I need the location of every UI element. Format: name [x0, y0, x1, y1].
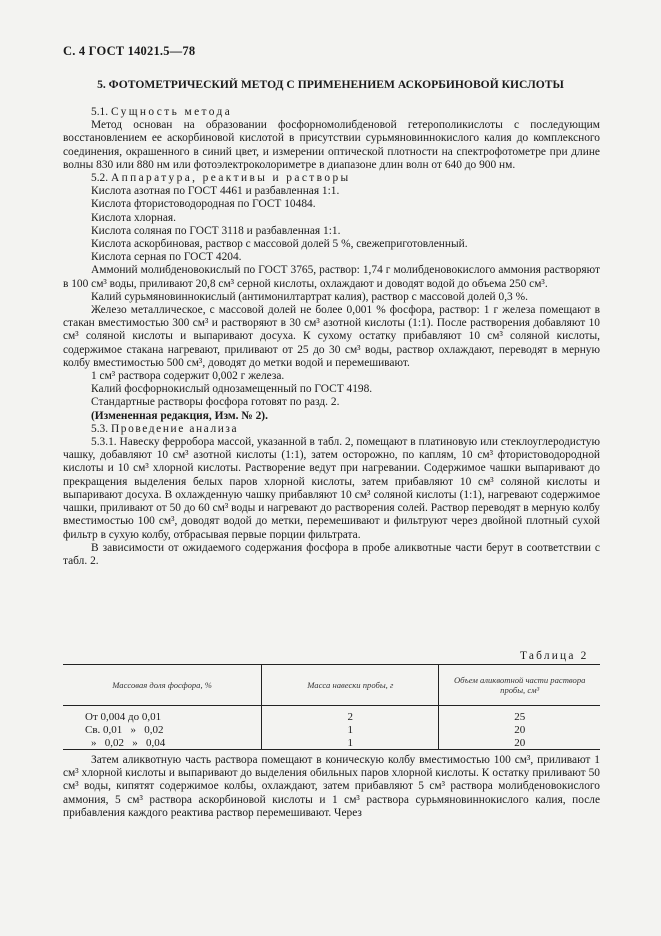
- reagent-item: Кислота азотная по ГОСТ 4461 и разбавленная 1:1.: [91, 185, 340, 198]
- paragraph-ammonium: Аммоний молибденовокислый по ГОСТ 3765, раствор: 1,74 г молибденовокислого аммония растворяют в 100 см³ воды, приливают 20,8 см³ серной кислоты, охлаждают и доводят водой до объема 250 см³.: [63, 264, 600, 290]
- subsection-5-3-heading: 5.3. Проведение анализа: [91, 422, 239, 435]
- paragraph-phosphate: Калий фосфорнокислый однозамещенный по ГОСТ 4198.: [91, 383, 373, 396]
- cell-mass: 1: [262, 723, 439, 736]
- paragraph-iron: Железо металлическое, с массовой долей не более 0,001 % фосфора, раствор: 1 г железа помещают в стакан вместимостью 300 см³ и растворяют в 30 см³ азотной кислоты (1:1). После растворения добавляют 10 см³ соляной кислоты и выпаривают досуха. К сухому остатку прибавляют 10 см³ соляной кислоты, содержимое стакана нагревают, приливают от 25 до 30 см³ воды, раствор охлаждают, переводят в мерную колбу вместимостью 500 см³, доводят до метки водой и перемешивают.: [63, 304, 600, 369]
- cell-volume: 20: [439, 723, 600, 736]
- table-row: [63, 723, 600, 736]
- col-header-sample-mass: Масса навески пробы, г: [262, 665, 439, 706]
- paragraph-method: Метод основан на образовании фосфорномолибденовой гетерополикислоты с последующим восстановлением ее аскорбиновой кислотой в присутствии сурьмяновиннокислого калия до комплексного соединения, окрашенного в синий цвет, и измерении оптической плотности на спектрофотометре при длине волны 830 или 880 нм или фотоэлектроколориметре в диапазоне длин волн от 640 до 900 нм.: [63, 119, 600, 171]
- cell-mass: 2: [262, 706, 439, 724]
- paragraph-final: Затем аликвотную часть раствора помещают в коническую колбу вместимостью 100 см³, приливают 1 см³ хлорной кислоты и выпаривают до выделения обильных паров хлорной кислоты. К остатку приливают 50 см³ воды, кипятят содержимое колбы, охлаждают, затем прибавляют 5 см³ раствора молибденовокислого аммония, 5 см³ раствора аскорбиновой кислоты и 1 см³ раствора сурьмяновиннокислого калия, после прибавления каждого реактива раствор перемешивают. Через: [63, 754, 600, 819]
- edit-note: (Измененная редакция, Изм. № 2).: [91, 409, 268, 422]
- reagent-item: Кислота фтористоводородная по ГОСТ 10484.: [91, 198, 316, 211]
- subsection-5-2-heading: 5.2. Аппаратура, реактивы и растворы: [91, 172, 351, 185]
- closing-body: [63, 754, 600, 820]
- cell-phosphorus: От 0,004 до 0,01: [85, 710, 162, 723]
- cell-phosphorus: Св. 0,01 » 0,02: [85, 723, 164, 736]
- subsection-5-1-heading: 5.1. Сущность метода: [91, 106, 233, 118]
- table-row: [63, 736, 600, 750]
- paragraph-5-3-1: 5.3.1. Навеску ферробора массой, указанной в табл. 2, помещают в платиновую или стеклоуглеродистую чашку, добавляют 10 см³ азотной кислоты (1:1), затем осторожно, по каплям, 10 см³ фтористоводородной кислоты и 10 см³ хлорной кислоты. Растворение ведут при нагревании. Содержимое чашки выпаривают до прекращения выделения белых паров хлорной кислоты, затем прибавляют 10 см³ соляной кислоты и выпаривают досуха. В охлажденную чашку прибавляют 10 см³ соляной кислоты (1:1), нагревают содержимое чашки, приливают от 50 до 60 см³ воды и нагревают до растворения солей. Раствор переводят в мерную колбу вместимостью 100 см³, доводят водой до метки, перемешивают и фильтруют через двойной плотный сухой фильтр в сухую колбу, отбрасывая первые порции фильтрата.: [63, 436, 600, 541]
- cell-phosphorus: » 0,02 » 0,04: [63, 736, 262, 750]
- cell-volume: 25: [439, 706, 600, 724]
- table-row: [63, 706, 600, 724]
- col-header-aliquot-volume: Объем аликвотной части раствора пробы, см³: [439, 665, 600, 706]
- section-body: [63, 106, 600, 568]
- reagent-item: Кислота аскорбиновая, раствор с массовой долей 5 %, свежеприготовленный.: [91, 238, 468, 251]
- cell-volume: 20: [439, 736, 600, 750]
- reagent-item: Кислота хлорная.: [91, 211, 177, 224]
- paragraph-dependence: В зависимости от ожидаемого содержания фосфора в пробе аликвотные части берут в соответствии с табл. 2.: [63, 541, 600, 567]
- col-header-phosphorus: Массовая доля фосфора, %: [63, 665, 262, 706]
- table-label: Таблица 2: [520, 650, 589, 662]
- paragraph-standard: Стандартные растворы фосфора готовят по разд. 2.: [91, 396, 340, 409]
- paragraph-kalium: Калий сурьмяновиннокислый (антимонилтартрат калия), раствор с массовой долей 0,3 %.: [91, 290, 528, 303]
- paragraph-iron-content: 1 см³ раствора содержит 0,002 г железа.: [91, 370, 285, 383]
- aliquot-table: [63, 664, 600, 750]
- reagent-item: Кислота серная по ГОСТ 4204.: [91, 251, 242, 264]
- section-title: 5. ФОТОМЕТРИЧЕСКИЙ МЕТОД С ПРИМЕНЕНИЕМ АСКОРБИНОВОЙ КИСЛОТЫ: [97, 78, 564, 91]
- page-header: С. 4 ГОСТ 14021.5—78: [63, 44, 196, 58]
- reagent-item: Кислота соляная по ГОСТ 3118 и разбавленная 1:1.: [91, 224, 341, 237]
- cell-mass: 1: [262, 736, 439, 750]
